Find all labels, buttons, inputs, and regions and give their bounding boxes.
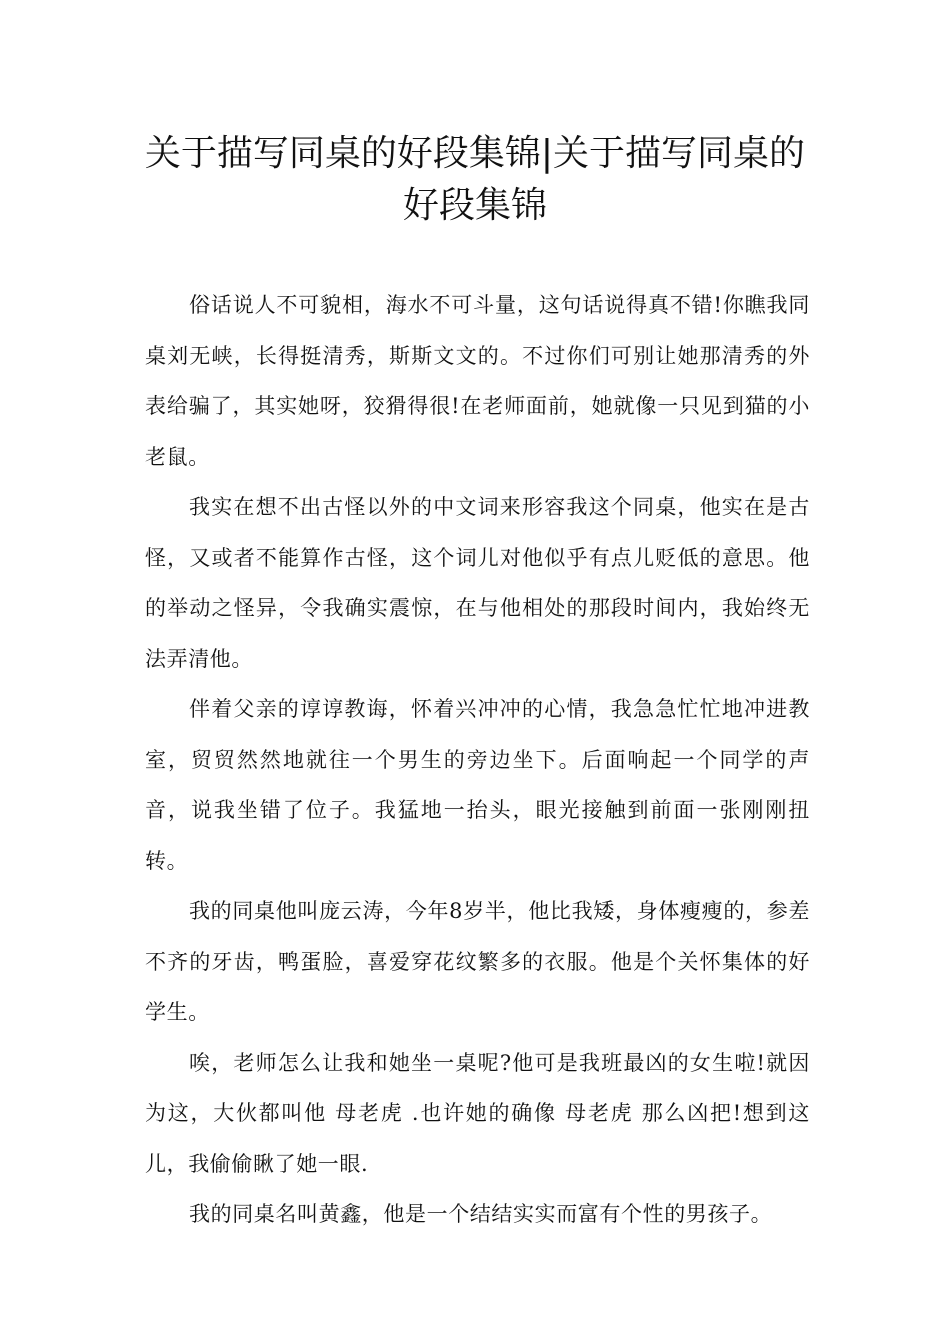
paragraph: 俗话说人不可貌相，海水不可斗量，这句话说得真不错!你瞧我同桌刘无峡，长得挺清秀，斯斯文文的。不过你们可别让她那清秀的外表给骗了，其实她呀，狡猾得很!在老师面前，她就像一只见到猫的小老鼠。 [145,293,810,469]
paragraph: 我实在想不出古怪以外的中文词来形容我这个同桌，他实在是古怪，又或者不能算作古怪，这个词儿对他似乎有点儿贬低的意思。他的举动之怪异，令我确实震惊，在与他相处的那段时间内，我始终无法弄清他。 [145,495,810,671]
document-body [145,280,810,1240]
paragraph: 伴着父亲的谆谆教诲，怀着兴冲冲的心情，我急急忙忙地冲进教室，贸贸然然地就往一个男生的旁边坐下。后面响起一个同学的声音，说我坐错了位子。我猛地一抬头，眼光接触到前面一张刚刚扭转。 [145,697,810,873]
paragraph: 我的同桌名叫黄鑫，他是一个结结实实而富有个性的男孩子。 [189,1202,773,1226]
document-title: 关于描写同桌的好段集锦|关于描写同桌的好段集锦 [144,133,806,226]
paragraph: 我的同桌他叫庞云涛，今年8岁半，他比我矮，身体瘦瘦的，参差不齐的牙齿，鸭蛋脸，喜爱穿花纹繁多的衣服。他是个关怀集体的好学生。 [145,899,810,1024]
paragraph: 唉，老师怎么让我和她坐一桌呢?他可是我班最凶的女生啦!就因为这，大伙都叫他 母老虎 .也许她的确像 母老虎 那么凶把!想到这儿，我偷偷瞅了她一眼. [145,1050,810,1176]
